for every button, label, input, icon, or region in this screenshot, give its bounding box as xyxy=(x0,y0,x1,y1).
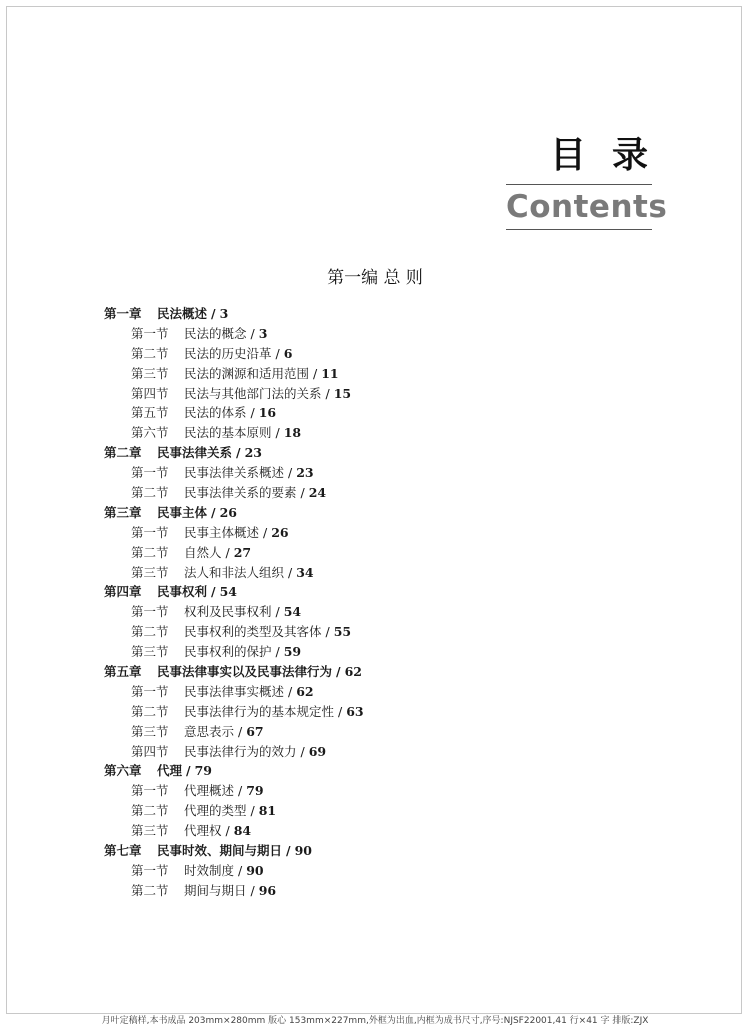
toc-section-entry[interactable] xyxy=(104,622,664,642)
page-number: 62 xyxy=(296,683,314,699)
toc-section-entry[interactable] xyxy=(104,682,664,702)
heading-rule-top xyxy=(506,184,652,185)
section-number: 第二节 xyxy=(131,803,169,819)
chapter-title: 民事法律关系 xyxy=(157,445,233,461)
page-number: 55 xyxy=(333,624,352,640)
page-separator: / xyxy=(300,743,305,759)
section-title: 民法的历史沿革 xyxy=(184,345,272,361)
section-title: 民事法律关系的要素 xyxy=(184,485,297,501)
page-separator: / xyxy=(238,862,243,878)
page-number: 26 xyxy=(219,504,237,520)
section-number: 第一节 xyxy=(131,465,169,481)
section-number: 第四节 xyxy=(131,385,169,401)
page-separator: / xyxy=(238,723,243,739)
chapter-number: 第一章 xyxy=(104,306,142,321)
page-number: 6 xyxy=(283,345,293,361)
toc-section-entry[interactable] xyxy=(104,324,664,344)
toc-section-entry[interactable] xyxy=(104,384,664,404)
section-number: 第一节 xyxy=(131,604,169,620)
page-number: 79 xyxy=(246,783,264,799)
section-number: 第五节 xyxy=(131,405,169,421)
chapter-number: 第四章 xyxy=(104,584,142,600)
toc-section-entry[interactable] xyxy=(104,821,664,841)
page-separator: / xyxy=(325,624,330,640)
section-title: 民法的体系 xyxy=(184,405,247,421)
page-separator: / xyxy=(288,683,293,699)
page-number: 15 xyxy=(333,385,352,401)
page-separator: / xyxy=(211,584,216,600)
page-number: 90 xyxy=(246,862,264,878)
page-separator: / xyxy=(313,365,318,381)
section-title: 代理概述 xyxy=(184,783,235,799)
page-separator: / xyxy=(275,644,280,660)
section-number: 第二节 xyxy=(131,703,169,719)
section-number: 第三节 xyxy=(131,823,169,839)
page-separator: / xyxy=(211,306,216,321)
chapter-title: 民事主体 xyxy=(157,504,208,520)
section-title: 民事主体概述 xyxy=(184,524,260,540)
page-number: 54 xyxy=(283,604,302,620)
chapter-number: 第三章 xyxy=(104,504,142,520)
section-title: 时效制度 xyxy=(184,862,235,878)
section-title: 民法的渊源和适用范围 xyxy=(184,365,310,381)
page-number: 67 xyxy=(246,723,264,739)
section-title: 权利及民事权利 xyxy=(184,604,272,620)
toc-chapter-entry[interactable] xyxy=(104,304,664,324)
section-title: 民事法律行为的基本规定性 xyxy=(184,703,335,719)
section-title: 民事权利的保护 xyxy=(184,644,272,660)
section-number: 第一节 xyxy=(131,862,169,878)
toc-section-entry[interactable] xyxy=(104,801,664,821)
page-separator: / xyxy=(236,445,241,461)
chapter-number: 第六章 xyxy=(104,763,142,779)
chapter-title: 民法概述 xyxy=(157,306,208,321)
section-number: 第二节 xyxy=(131,485,169,501)
section-number: 第二节 xyxy=(131,345,169,361)
contents-title-zh: 目录 xyxy=(549,135,674,176)
page-number: 54 xyxy=(219,584,237,600)
page-number: 24 xyxy=(308,485,327,501)
section-number: 第四节 xyxy=(131,743,169,759)
section-title: 民事法律行为的效力 xyxy=(184,743,297,759)
page-number: 84 xyxy=(233,823,252,839)
toc-chapter-entry[interactable] xyxy=(104,443,664,463)
page-separator: / xyxy=(288,564,293,580)
page-number: 23 xyxy=(296,465,314,481)
toc-chapter-entry[interactable] xyxy=(104,761,664,781)
section-number: 第一节 xyxy=(131,783,169,799)
toc-section-entry[interactable] xyxy=(104,364,664,384)
chapter-title: 代理 xyxy=(157,763,183,779)
page-number: 26 xyxy=(271,524,289,540)
toc-section-entry[interactable] xyxy=(104,403,664,423)
page-separator: / xyxy=(275,345,280,361)
section-number: 第三节 xyxy=(131,564,169,580)
section-number: 第一节 xyxy=(131,325,169,341)
section-number: 第二节 xyxy=(131,544,169,560)
chapter-number: 第七章 xyxy=(104,843,142,859)
page-number: 59 xyxy=(283,644,302,660)
page-separator: / xyxy=(288,465,293,481)
page-number: 63 xyxy=(346,703,364,719)
page-separator: / xyxy=(250,405,255,421)
page-separator: / xyxy=(300,485,305,501)
page-separator: / xyxy=(225,544,230,560)
section-title: 民事法律关系概述 xyxy=(184,465,285,481)
section-number: 第三节 xyxy=(131,365,169,381)
page-separator: / xyxy=(338,703,343,719)
page-number: 62 xyxy=(344,664,362,680)
page-separator: / xyxy=(186,763,191,779)
page-separator: / xyxy=(238,783,243,799)
section-title: 民法与其他部门法的关系 xyxy=(184,385,322,401)
section-title: 民事法律事实概述 xyxy=(184,683,285,699)
page-separator: / xyxy=(250,325,255,341)
toc-section-entry[interactable] xyxy=(104,423,664,443)
toc-section-entry[interactable] xyxy=(104,602,664,622)
section-number: 第一节 xyxy=(131,683,169,699)
toc-section-entry[interactable] xyxy=(104,563,664,583)
toc-section-entry[interactable] xyxy=(104,642,664,662)
page-number: 34 xyxy=(296,564,314,580)
contents-title-en: Contents xyxy=(506,189,668,225)
toc-section-entry[interactable] xyxy=(104,463,664,483)
toc-section-entry[interactable] xyxy=(104,523,664,543)
toc-section-entry[interactable] xyxy=(104,702,664,722)
section-number: 第一节 xyxy=(131,524,169,540)
section-title: 代理权 xyxy=(184,823,222,839)
section-number: 第二节 xyxy=(131,882,169,898)
toc-chapter-entry[interactable] xyxy=(104,582,664,602)
section-number: 第二节 xyxy=(131,624,169,640)
toc-section-entry[interactable] xyxy=(104,861,664,881)
page-number: 27 xyxy=(233,544,252,560)
page-number: 18 xyxy=(283,425,302,441)
toc-section-entry[interactable] xyxy=(104,722,664,742)
page-number: 79 xyxy=(194,763,212,779)
toc-section-entry[interactable] xyxy=(104,344,664,364)
toc-chapter-entry[interactable] xyxy=(104,662,664,682)
page-separator: / xyxy=(250,882,255,898)
heading-rule-bottom xyxy=(506,229,652,230)
toc-section-entry[interactable] xyxy=(104,543,664,563)
section-title: 民法的概念 xyxy=(184,325,247,341)
chapter-title: 民事法律事实以及民事法律行为 xyxy=(157,664,333,680)
toc-section-entry[interactable] xyxy=(104,881,664,901)
chapter-number: 第二章 xyxy=(104,445,142,461)
toc-chapter-entry[interactable] xyxy=(104,841,664,861)
page-number: 23 xyxy=(244,445,262,461)
page-separator: / xyxy=(211,504,216,520)
section-number: 第六节 xyxy=(131,425,169,441)
toc-section-entry[interactable] xyxy=(104,483,664,503)
section-title: 意思表示 xyxy=(184,723,235,739)
contents-heading xyxy=(506,135,674,230)
page-separator: / xyxy=(286,843,291,859)
page-separator: / xyxy=(275,604,280,620)
chapter-title: 民事权利 xyxy=(157,584,208,600)
page-number: 11 xyxy=(321,365,339,381)
section-number: 第三节 xyxy=(131,644,169,660)
page-separator: / xyxy=(275,425,280,441)
page-separator: / xyxy=(325,385,330,401)
page-separator: / xyxy=(250,803,255,819)
toc-chapter-entry[interactable] xyxy=(104,503,664,523)
section-number: 第三节 xyxy=(131,723,169,739)
section-title: 民法的基本原则 xyxy=(184,425,272,441)
page-separator: / xyxy=(225,823,230,839)
section-title: 期间与期日 xyxy=(184,882,247,898)
part-title xyxy=(0,263,750,288)
section-title: 代理的类型 xyxy=(184,803,247,819)
section-title: 民事权利的类型及其客体 xyxy=(184,624,322,640)
page-number: 16 xyxy=(258,405,277,421)
toc-section-entry[interactable] xyxy=(104,781,664,801)
table-of-contents xyxy=(104,304,664,901)
print-spec-footer: 月叶定稿样,本书成品 203mm×280mm 版心 153mm×227mm,外框为出血,内框为成书尺寸,序号:NJSF22001,41 行×41 字 排版:ZJX xyxy=(101,1016,649,1026)
page-number: 3 xyxy=(258,325,268,341)
section-title: 自然人 xyxy=(184,544,222,560)
page-number: 3 xyxy=(219,306,229,321)
page-separator: / xyxy=(263,524,268,540)
chapter-title: 民事时效、期间与期日 xyxy=(157,843,283,859)
chapter-number: 第五章 xyxy=(104,664,142,680)
section-title: 法人和非法人组织 xyxy=(184,564,285,580)
page-number: 96 xyxy=(258,882,277,898)
page-number: 81 xyxy=(258,803,277,819)
part-title-text: 第一编 总 则 xyxy=(327,268,423,288)
page-number: 69 xyxy=(308,743,327,759)
page-separator: / xyxy=(336,664,341,680)
toc-section-entry[interactable] xyxy=(104,742,664,762)
page-number: 90 xyxy=(294,843,312,859)
